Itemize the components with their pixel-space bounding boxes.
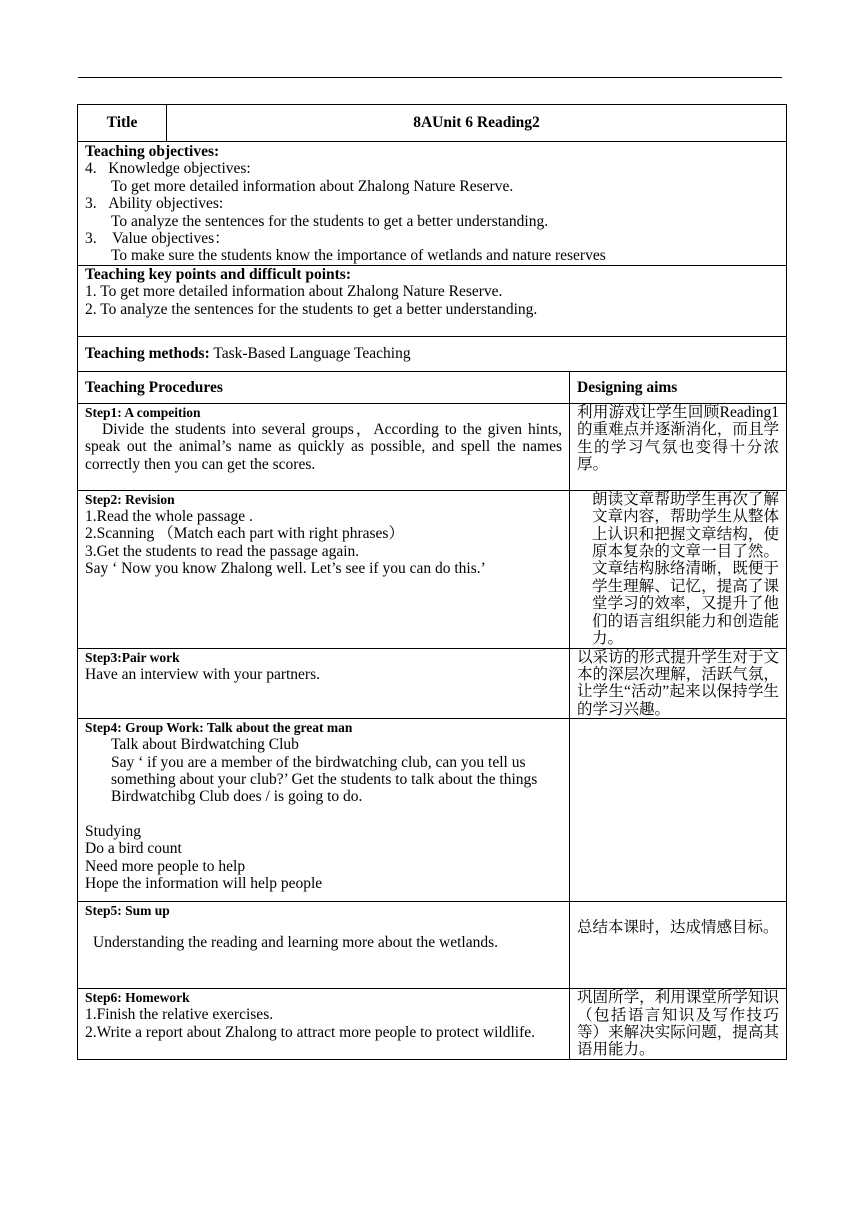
procedures-header: Teaching Procedures (78, 371, 570, 403)
objective-num: 3. (85, 195, 97, 213)
step-intro: Talk about Birdwatching Club (111, 736, 299, 754)
key-points-cell (78, 265, 787, 336)
step-item-list (85, 823, 562, 893)
step-line: 2.Scanning （Match each part with right phrases） (85, 525, 404, 543)
title-value: 8AUnit 6 Reading2 (167, 105, 787, 142)
step-line: Have an interview with your partners. (85, 665, 321, 683)
objective-label: Ability objectives: (108, 195, 224, 213)
list-item: Do a bird count (85, 840, 182, 858)
step-line: 2.Write a report about Zhalong to attract more people to protect wildlife. (85, 1023, 536, 1041)
step-cell (78, 403, 570, 490)
objectives-cell (78, 142, 787, 266)
step-row (78, 989, 787, 1060)
step-cell (78, 490, 570, 648)
step-body: Divide the students into several groups，According to the given hints, speak out the animal’s name as quickly as possible, and spell the names correctly then you can get the scores. (85, 420, 562, 473)
step-title: Step6: Homework (85, 990, 190, 1006)
objectives-heading: Teaching objectives: (85, 143, 220, 160)
step-cell (78, 648, 570, 719)
objective-num: 3. (85, 230, 97, 248)
objective-item (85, 160, 779, 177)
objective-item (85, 195, 779, 212)
aim-cell: 以采访的形式提升学生对于文本的深层次理解，活跃气氛，让学生“活动”起来以保持学生的学习兴趣。 (570, 648, 787, 719)
step-title: Step4: Group Work: Talk about the great man (85, 720, 353, 736)
methods-row (78, 336, 787, 371)
key-point-line: 1. To get more detailed information about Zhalong Nature Reserve. (85, 283, 503, 301)
step-cell (78, 902, 570, 989)
step-line: 1.Finish the relative exercises. (85, 1006, 274, 1024)
aim-cell: 利用游戏让学生回顾Reading1的重难点并逐渐消化，而且学生的学习气氛也变得十分浓厚。 (570, 403, 787, 490)
step-title: Step2: Revision (85, 491, 175, 507)
step-title: Step3:Pair work (85, 649, 180, 665)
title-label: Title (78, 105, 167, 142)
methods-value: Task-Based Language Teaching (209, 345, 411, 363)
step-row (78, 719, 787, 902)
step-row (78, 490, 787, 648)
step-say: Say ‘ if you are a member of the birdwatching club, can you tell us something about your club?’ Get the students to talk about the things Birdwatchibg Club does / is going to do. (111, 753, 538, 806)
objective-label: Knowledge objectives: (108, 160, 251, 178)
step-title: Step1: A compeition (85, 404, 201, 420)
list-item: Studying (85, 822, 141, 840)
step-line: Say ‘ Now you know Zhalong well. Let’s see if you can do this.’ (85, 560, 486, 578)
list-item: Hope the information will help people (85, 874, 323, 892)
list-item: Need more people to help (85, 857, 246, 875)
objective-item (85, 230, 779, 247)
key-points-heading: Teaching key points and difficult points: (85, 265, 352, 283)
header-rule (78, 77, 782, 78)
aim-cell (570, 719, 787, 902)
key-point-line: 2. To analyze the sentences for the students to get a better understanding. (85, 300, 538, 318)
objectives-row (78, 142, 787, 266)
step-row (78, 648, 787, 719)
title-row (78, 105, 787, 142)
step-row (78, 902, 787, 989)
objective-detail: To analyze the sentences for the students to get a better understanding. (111, 212, 549, 230)
aim-cell: 总结本课时，达成情感目标。 (570, 902, 787, 989)
step-title: Step5: Sum up (85, 903, 170, 919)
step-cell (78, 989, 570, 1060)
objective-detail: To make sure the students know the importance of wetlands and nature reserves (111, 247, 606, 265)
methods-label: Teaching methods: (85, 345, 210, 363)
step-row (78, 403, 787, 490)
aims-header: Designing aims (570, 371, 787, 403)
step-body: Understanding the reading and learning more about the wetlands. (93, 934, 499, 952)
procedures-header-row (78, 371, 787, 403)
lesson-plan-table (77, 104, 787, 1060)
aim-cell: 巩固所学，利用课堂所学知识（包括语言知识及写作技巧等）来解决实际问题，提高其语用能力。 (570, 989, 787, 1060)
objective-label: Value objectives： (112, 230, 230, 248)
key-points-row (78, 265, 787, 336)
objective-num: 4. (85, 160, 97, 178)
objective-detail: To get more detailed information about Zhalong Nature Reserve. (111, 177, 514, 195)
step-cell (78, 719, 570, 902)
step-line: 1.Read the whole passage . (85, 507, 253, 525)
methods-cell (78, 336, 787, 371)
aim-cell: 朗读文章帮助学生再次了解文章内容，帮助学生从整体上认识和把握文章结构，使原本复杂的文章一目了然。文章结构脉络清晰，既便于学生理解、记忆，提高了课堂学习的效率，又提升了他们的语言组织能力和创造能力。 (570, 490, 787, 648)
step-line: 3.Get the students to read the passage again. (85, 542, 360, 560)
